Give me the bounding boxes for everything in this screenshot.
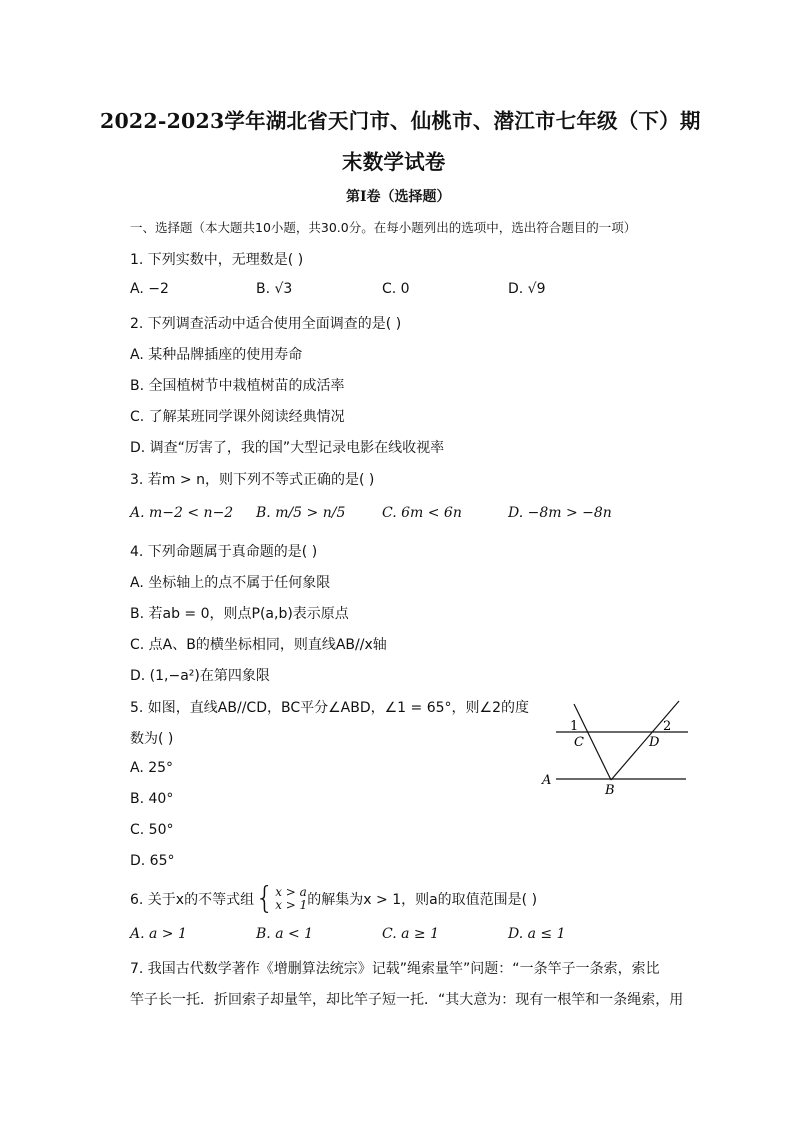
label-point-c: C	[574, 735, 584, 750]
label-point-d: D	[649, 735, 660, 750]
q1-option-c: C. 0	[382, 281, 410, 297]
part-title: 第I卷（选择题）	[346, 189, 451, 205]
system-line-2: x > 1	[275, 898, 308, 912]
q4-option-c: C. 点A、B的横坐标相同，则直线AB//x轴	[130, 637, 387, 653]
q6-stem-pre: 6. 关于x的不等式组	[130, 892, 255, 908]
q1-option-b: B. √3	[256, 281, 293, 297]
q7-line1: 7. 我国古代数学著作《增删算法统宗》记载”绳索量竿”问题：“一条竿子一条索，索比	[130, 961, 660, 977]
q6-stem-post: 的解集为x > 1，则a的取值范围是( )	[307, 892, 538, 908]
q6-stem	[130, 881, 538, 916]
doc-title-line1: 2022-2023学年湖北省天门市、仙桃市、潜江市七年级（下）期	[100, 109, 701, 133]
q4-option-d: D. (1,−a²)在第四象限	[130, 668, 270, 684]
system-line-1: x > a	[275, 885, 307, 899]
line-bd	[611, 701, 679, 780]
label-point-b: B	[605, 783, 615, 798]
q5-stem-cont: 数为( )	[130, 731, 174, 747]
doc-title-line2: 末数学试卷	[342, 150, 446, 174]
q4-option-a: A. 坐标轴上的点不属于任何象限	[130, 575, 331, 591]
q7-line2: 竿子长一托．折回索子却量竿，却比竿子短一托．“其大意为：现有一根竿和一条绳索，用	[130, 992, 684, 1008]
q2-stem: 2. 下列调查活动中适合使用全面调查的是( )	[130, 316, 402, 332]
q1-option-a: A. −2	[130, 281, 169, 297]
q6-option-d: D. a ≤ 1	[508, 926, 566, 942]
q1-option-d: D. √9	[508, 281, 546, 297]
q3-option-c: C. 6m < 6n	[382, 505, 462, 521]
q5-geometry-figure	[536, 694, 696, 800]
q6-option-a: A. a > 1	[130, 926, 187, 942]
q2-option-d: D. 调查“厉害了，我的国”大型记录电影在线收视率	[130, 440, 445, 456]
label-point-a: A	[542, 773, 552, 788]
q5-option-b: B. 40°	[130, 791, 174, 807]
brace-icon: {	[255, 881, 275, 916]
inequality-system	[275, 886, 307, 912]
q5-option-d: D. 65°	[130, 853, 175, 869]
q3-option-d: D. −8m > −8n	[508, 505, 612, 521]
q5-option-a: A. 25°	[130, 760, 174, 776]
q4-option-b: B. 若ab = 0，则点P(a,b)表示原点	[130, 606, 349, 622]
label-angle-1: 1	[570, 719, 579, 734]
q5-stem: 5. 如图，直线AB//CD，BC平分∠ABD，∠1 = 65°，则∠2的度	[130, 700, 529, 716]
q6-option-b: B. a < 1	[256, 926, 314, 942]
q2-option-a: A. 某种品牌插座的使用寿命	[130, 347, 303, 363]
q3-option-a: A. m−2 < n−2	[130, 505, 234, 521]
q3-option-b: B. m/5 > n/5	[256, 505, 346, 521]
q5-option-c: C. 50°	[130, 822, 174, 838]
q2-option-b: B. 全国植树节中栽植树苗的成活率	[130, 378, 345, 394]
q3-stem: 3. 若m > n，则下列不等式正确的是( )	[130, 472, 375, 488]
q2-option-c: C. 了解某班同学课外阅读经典情况	[130, 409, 345, 425]
label-angle-2: 2	[663, 719, 672, 734]
q4-stem: 4. 下列命题属于真命题的是( )	[130, 544, 318, 560]
q1-stem: 1. 下列实数中，无理数是( )	[130, 252, 304, 268]
q6-option-c: C. a ≥ 1	[382, 926, 439, 942]
section-header: 一、选择题（本大题共10小题，共30.0分。在每小题列出的选项中，选出符合题目的一项）	[130, 220, 637, 235]
